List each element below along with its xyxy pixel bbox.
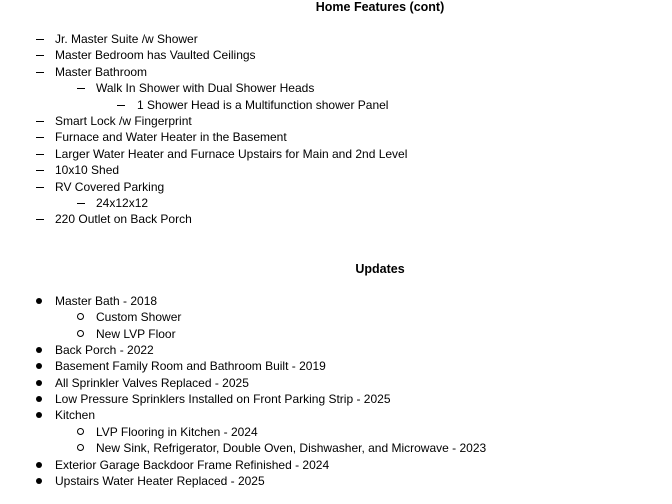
update-item-text: Back Porch - 2022 bbox=[55, 343, 154, 358]
feature-item-text: 220 Outlet on Back Porch bbox=[55, 212, 192, 227]
feature-item-text: 10x10 Shed bbox=[55, 163, 120, 178]
feature-item-text: Walk In Shower with Dual Shower Heads bbox=[96, 81, 315, 96]
hollow-bullet-icon bbox=[77, 444, 84, 451]
feature-item-text: RV Covered Parking bbox=[55, 179, 165, 194]
update-item-text: New Sink, Refrigerator, Double Oven, Dishwasher, and Microwave - 2023 bbox=[96, 441, 487, 456]
update-item-text: All Sprinkler Valves Replaced - 2025 bbox=[55, 375, 249, 390]
dash-bullet-icon bbox=[36, 170, 44, 171]
filled-bullet-icon bbox=[36, 396, 42, 402]
update-item-text: Master Bath - 2018 bbox=[55, 294, 158, 308]
update-item-text: LVP Flooring in Kitchen - 2024 bbox=[96, 424, 258, 439]
filled-bullet-icon bbox=[36, 298, 42, 304]
updates-title: Updates bbox=[355, 262, 405, 276]
dash-bullet-icon bbox=[36, 187, 44, 188]
dash-bullet-icon bbox=[77, 88, 85, 89]
hollow-bullet-icon bbox=[77, 428, 84, 435]
update-item-text: New LVP Floor bbox=[96, 326, 176, 341]
dash-bullet-icon bbox=[117, 105, 125, 106]
feature-item-text: Jr. Master Suite /w Shower bbox=[55, 32, 198, 46]
update-item-text: Low Pressure Sprinklers Installed on Front Parking Strip - 2025 bbox=[55, 392, 391, 407]
hollow-bullet-icon bbox=[77, 330, 84, 337]
feature-item-text: Furnace and Water Heater in the Basement bbox=[55, 130, 287, 145]
update-item-text: Basement Family Room and Bathroom Built - 2019 bbox=[55, 359, 326, 374]
filled-bullet-icon bbox=[36, 363, 42, 369]
hollow-bullet-icon bbox=[77, 313, 84, 320]
filled-bullet-icon bbox=[36, 462, 42, 468]
feature-item-text: Master Bedroom has Vaulted Ceilings bbox=[55, 48, 256, 63]
dash-bullet-icon bbox=[77, 203, 85, 204]
update-item-text: Upstairs Water Heater Replaced - 2025 bbox=[55, 473, 265, 488]
feature-item-text: Smart Lock /w Fingerprint bbox=[55, 114, 192, 128]
features-title: Home Features (cont) bbox=[315, 0, 445, 14]
dash-bullet-icon bbox=[36, 55, 44, 56]
feature-item-text: Master Bathroom bbox=[55, 64, 148, 79]
filled-bullet-icon bbox=[36, 380, 42, 386]
feature-item-text: Larger Water Heater and Furnace Upstairs for Main and 2nd Level bbox=[55, 146, 408, 161]
update-item-text: Custom Shower bbox=[96, 310, 182, 325]
dash-bullet-icon bbox=[36, 72, 44, 73]
dash-bullet-icon bbox=[36, 219, 44, 220]
filled-bullet-icon bbox=[36, 347, 42, 353]
update-item-text: Kitchen bbox=[55, 408, 96, 423]
dash-bullet-icon bbox=[36, 121, 44, 122]
filled-bullet-icon bbox=[36, 412, 42, 418]
dash-bullet-icon bbox=[36, 154, 44, 155]
filled-bullet-icon bbox=[36, 478, 42, 484]
update-item-text: Exterior Garage Backdoor Frame Refinished - 2024 bbox=[55, 457, 330, 472]
dash-bullet-icon bbox=[36, 137, 44, 138]
dash-bullet-icon bbox=[36, 39, 44, 40]
feature-item-text: 1 Shower Head is a Multifunction shower Panel bbox=[137, 97, 389, 112]
feature-item-text: 24x12x12 bbox=[96, 196, 149, 210]
